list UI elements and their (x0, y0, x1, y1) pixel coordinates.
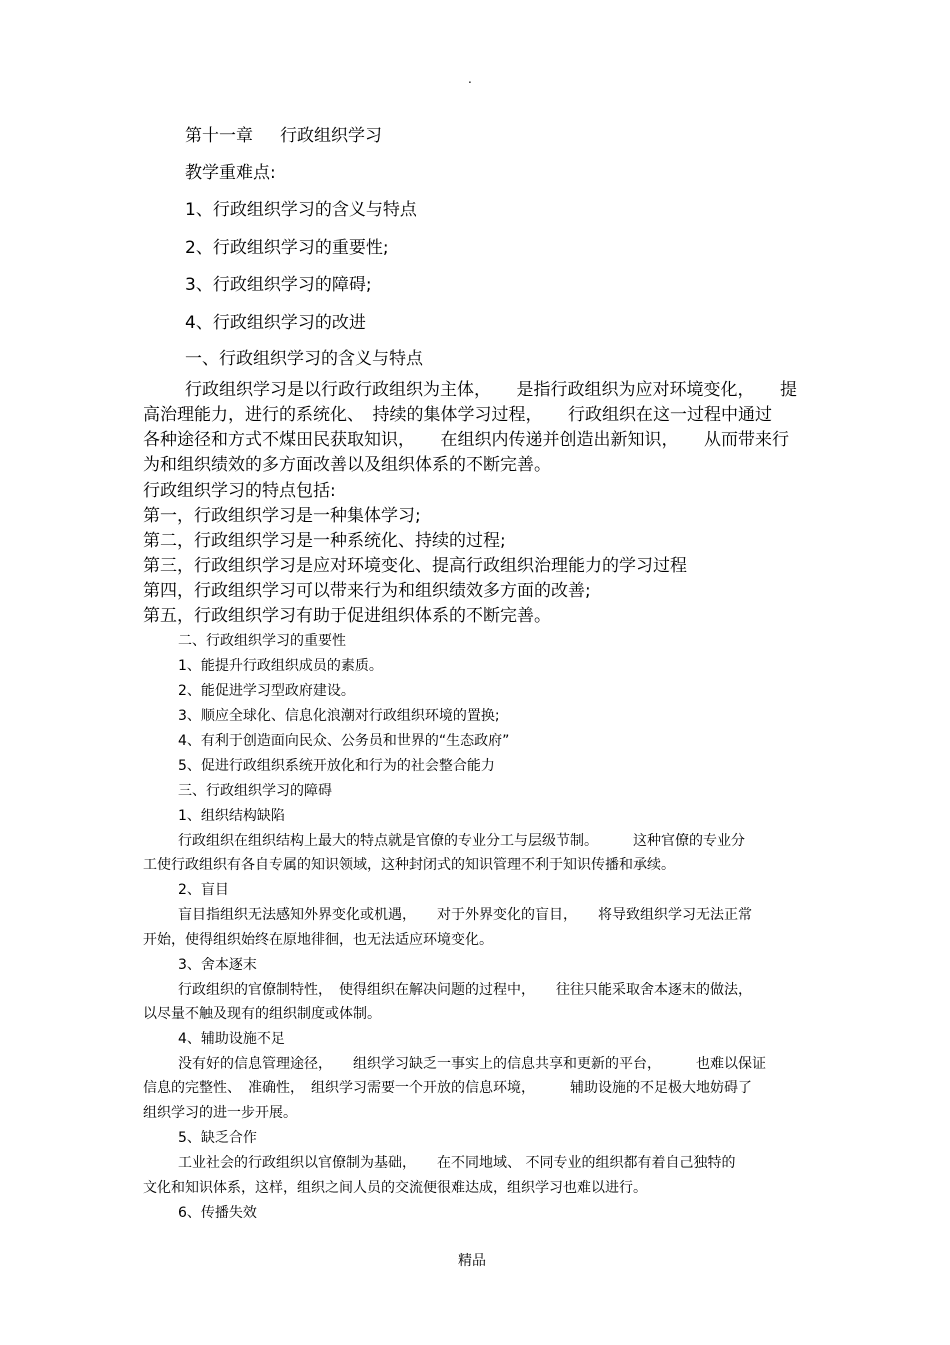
chapter-title: 行政组织学习 (280, 126, 382, 146)
header-dot: . (468, 72, 472, 86)
section-heading: 一、行政组织学习的含义与特点 (185, 349, 423, 369)
obstacle-line: 开始，使得组织始终在原地徘徊，也无法适应环境变化。 (143, 932, 493, 948)
paragraph-line: 行政组织学习是以行政行政组织为主体， 是指行政组织为应对环境变化， 提 (185, 380, 797, 400)
focus-item: 1、行政组织学习的含义与特点 (185, 200, 417, 220)
obstacle-line: 工使行政组织有各自专属的知识领域，这种封闭式的知识管理不利于知识传播和承续。 (143, 857, 675, 873)
obstacle-line: 行政组织的官僚制特性， 使得组织在解决问题的过程中， 往往只能采取舍本逐末的做法， (178, 982, 752, 998)
importance-item: 2、能促进学习型政府建设。 (178, 683, 355, 699)
obstacle-title: 6、传播失效 (178, 1205, 257, 1221)
section-heading: 三、行政组织学习的障碍 (178, 783, 332, 799)
section-heading: 二、行政组织学习的重要性 (178, 633, 346, 649)
obstacle-line: 工业社会的行政组织以官僚制为基础， 在不同地域、 不同专业的组织都有着自己独特的 (178, 1155, 736, 1171)
focus-item: 3、行政组织学习的障碍; (185, 275, 372, 295)
feature-item: 第二，行政组织学习是一种系统化、持续的过程; (143, 531, 506, 551)
focus-item: 2、行政组织学习的重要性; (185, 238, 389, 258)
obstacle-line: 盲目指组织无法感知外界变化或机遇， 对于外界变化的盲目， 将导致组织学习无法正常 (178, 907, 752, 923)
obstacle-title: 3、舍本逐末 (178, 957, 257, 973)
focus-item: 4、行政组织学习的改进 (185, 313, 366, 333)
importance-item: 3、顺应全球化、信息化浪潮对行政组织环境的置换; (178, 708, 500, 724)
obstacle-title: 1、组织结构缺陷 (178, 808, 285, 824)
obstacle-line: 行政组织在组织结构上最大的特点就是官僚的专业分工与层级节制。 这种官僚的专业分 (178, 833, 745, 849)
importance-item: 1、能提升行政组织成员的素质。 (178, 658, 383, 674)
feature-item: 第一，行政组织学习是一种集体学习; (143, 506, 421, 526)
feature-item: 第五，行政组织学习有助于促进组织体系的不断完善。 (143, 606, 551, 626)
focus-heading: 教学重难点: (185, 163, 276, 183)
importance-item: 4、有利于创造面向民众、公务员和世界的“生态政府” (178, 733, 510, 749)
feature-item: 第四，行政组织学习可以带来行为和组织绩效多方面的改善; (143, 581, 591, 601)
obstacle-title: 5、缺乏合作 (178, 1130, 257, 1146)
obstacle-line: 没有好的信息管理途径， 组织学习缺乏一事实上的信息共享和更新的平台， 也难以保证 (178, 1056, 766, 1072)
chapter-title-prefix: 第十一章 (185, 126, 253, 146)
paragraph-line: 高治理能力，进行的系统化、 持续的集体学习过程， 行政组织在这一过程中通过 (143, 405, 772, 425)
obstacle-line: 信息的完整性、 准确性， 组织学习需要一个开放的信息环境， 辅助设施的不足极大地妨碍了 (143, 1080, 752, 1096)
footer-label: 精品 (458, 1253, 486, 1269)
importance-item: 5、促进行政组织系统开放化和行为的社会整合能力 (178, 758, 495, 774)
obstacle-line: 以尽量不触及现有的组织制度或体制。 (143, 1006, 381, 1022)
obstacle-line: 文化和知识体系，这样，组织之间人员的交流便很难达成，组织学习也难以进行。 (143, 1180, 647, 1196)
paragraph-line: 各种途径和方式不煤田民获取知识， 在组织内传递并创造出新知识， 从而带来行 (143, 430, 789, 450)
features-heading: 行政组织学习的特点包括: (143, 481, 336, 501)
paragraph-line: 为和组织绩效的多方面改善以及组织体系的不断完善。 (143, 455, 551, 475)
obstacle-line: 组织学习的进一步开展。 (143, 1105, 297, 1121)
feature-item: 第三，行政组织学习是应对环境变化、提高行政组织治理能力的学习过程 (143, 556, 687, 576)
obstacle-title: 4、辅助设施不足 (178, 1031, 285, 1047)
obstacle-title: 2、盲目 (178, 882, 229, 898)
